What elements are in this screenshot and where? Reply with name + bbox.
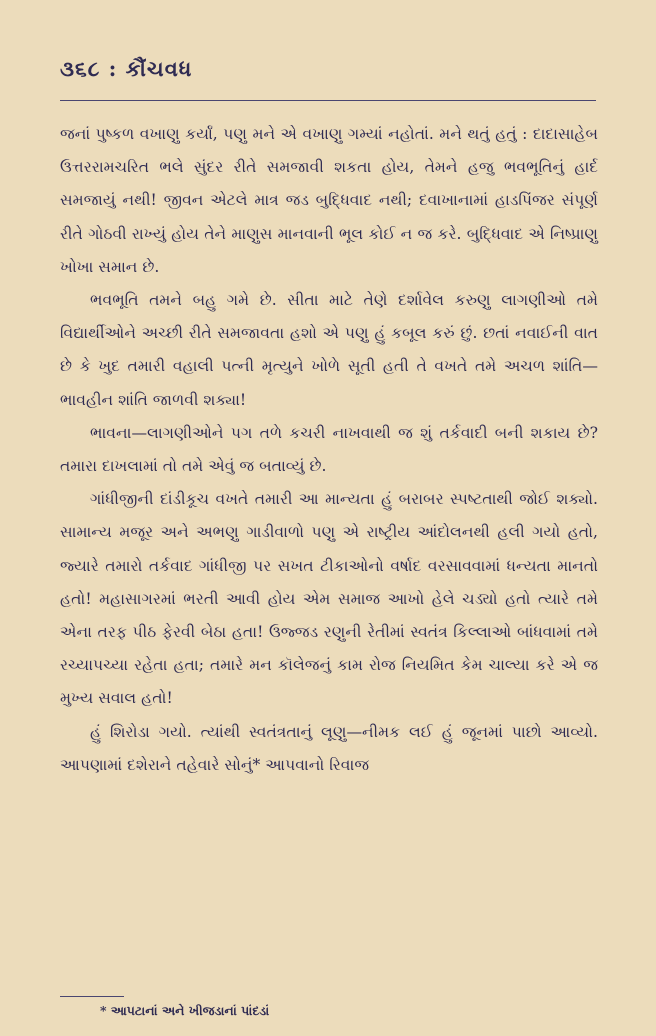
footnote: * આપટાનાં અને ખીજડાનાં પાંદડાં — [100, 1003, 270, 1018]
paragraph-3: ભાવના—લાગણીઓને પગ તળે કચરી નાખવાથી જ શું તર્કવાદી બની શકાય છે? તમારા દાખલામાં તો તમે એવું જ બતાવ્યું છે. — [60, 423, 598, 476]
header-rule — [60, 100, 596, 101]
footnote-rule — [60, 996, 124, 997]
body-text — [60, 118, 598, 782]
paragraph-4: ગાંધીજીની દાંડીકૂચ વખતે તમારી આ માન્યતા હું બરાબર સ્પષ્ટતાથી જોઈ શક્યો. સામાન્ય મજૂર અને અભણુ ગાડીવાળો પણુ એ રાષ્ટ્રીય આંદોલનથી હલી ગયો હતો, જ્યારે તમારો તર્કવાદ ગાંધીજી પર સખત ટીકાઓનો વર્ષાદ વરસાવવામાં ધન્યતા માનતો હતો! મહાસાગરમાં ભરતી આવી હોય એમ સમાજ આખો હેલે ચડ્યો હતો ત્યારે તમે એના તરફ પીઠ ફેરવી બેઠા હતા! ઉજ્જડ રણુની રેતીમાં સ્વતંત્ર કિલ્લાઓ બાંધવામાં તમે રચ્યાપચ્યા રહેતા હતા; તમારે મન કૉલેજનું કામ રોજ નિયમિત કેમ ચાલ્યા કરે એ જ મુખ્ય સવાલ હતો! — [60, 490, 598, 708]
paragraph-2: ભવભૂતિ તમને બહુ ગમે છે. સીતા માટે તેણે દર્શાવેલ કરુણુ લાગણીઓ તમે વિદ્યાર્થીઓને અચ્છી રીતે સમજાવતા હશો એ પણુ હું કબૂલ કરું છું. છતાં નવાઈની વાત છે કે ખુદ તમારી વહાલી પત્ની મૃત્યુને ખોળે સૂતી હતી તે વખતે તમે અચળ શાંતિ—ભાવહીન શાંતિ જાળવી શક્યા! — [60, 291, 598, 409]
running-header: ૩૬૮ : કૌંચવધ — [60, 56, 193, 81]
paragraph-1: જનાં પુષ્કળ વખાણુ કર્યાં, પણુ મને એ વખાણુ ગમ્યાં નહોતાં. મને થતું હતું : દાદાસાહેબ ઉત્તરરામચરિત ભલે સુંદર રીતે સમજાવી શકતા હોય, તેમને હજુ ભવભૂતિનું હાર્દ સમજાયું નથી! જીવન એટલે માત્ર જડ બુદ્ધિવાદ નથી; દવાખાનામાં હાડપિંજર સંપૂર્ણ રીતે ગોઠવી રાખ્યું હોય તેને માણુસ માનવાની ભૂલ કોઈ ન જ કરે. બુદ્ધિવાદ એ નિષ્પ્રાણુ ખોખા સમાન છે. — [60, 125, 598, 276]
paragraph-5: હું શિરોડા ગયો. ત્યાંથી સ્વતંત્રતાનું લૂણુ—નીમક લઈ હું જૂનમાં પાછો આવ્યો. આપણામાં દશેરાને તહેવારે સોનું* આપવાનો રિવાજ — [60, 722, 598, 774]
